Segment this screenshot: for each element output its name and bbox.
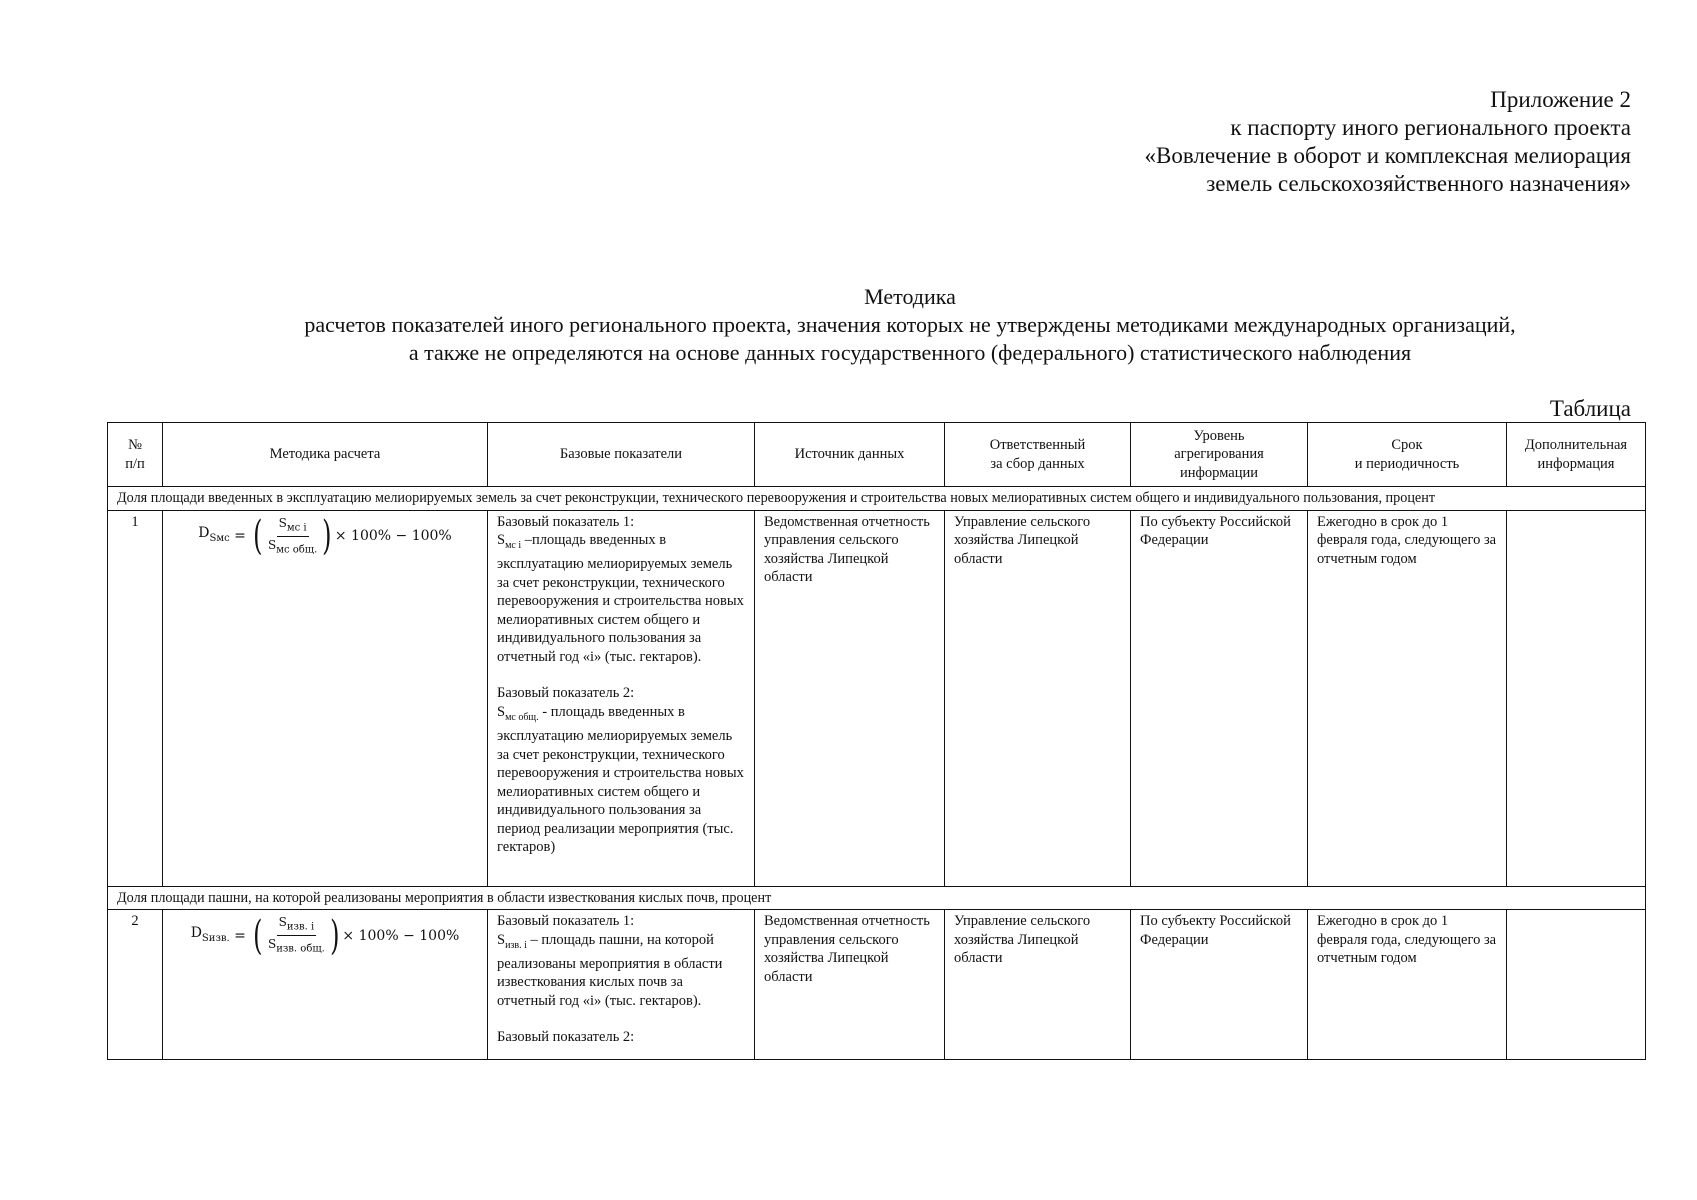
base2-description: $S_{мс общ.}$ - площадь введенных в эксплуатацию мелиорируемых земель за счет реконструкции, технического перевооружения и строительства новых мелиоративных систем общего и индивидуального пользования за период реализации мероприятия (тыс. гектаров) [497, 703, 744, 856]
section-heading-row [108, 487, 1646, 511]
row-number: 2 [108, 910, 163, 1060]
formula-cell [163, 910, 488, 1060]
title-line: расчетов показателей иного регионального проекта, значения которых не утверждены методиками международных организаций, [304, 312, 1516, 337]
formula-tail: × 100% − 100% [334, 528, 452, 545]
term-cell: Ежегодно в срок до 1 февраля года, следующего за отчетным годом [1308, 510, 1507, 886]
appendix-line: земель сельскохозяйственного назначения» [1206, 171, 1631, 196]
section-heading-row [108, 886, 1646, 910]
level-cell: По субъекту Российской Федерации [1131, 510, 1308, 886]
formula-fraction: $\frac{S_{мс i}}{S_{мс общ.}}$ [267, 515, 318, 556]
extra-cell [1507, 910, 1646, 1060]
formula: $D_{Sмс}$ = ( $\frac{S_{мс i}}{S_{мс общ.}}$ ) × 100% − 100% [198, 513, 452, 560]
section-heading: Доля площади пашни, на которой реализованы мероприятия в области известкования кислых почв, процент [108, 886, 1646, 910]
formula-lhs: $D_{Sизв.}$ [190, 924, 230, 944]
title-line: Методика [864, 284, 956, 309]
responsible-cell: Управление сельского хозяйства Липецкой области [945, 510, 1131, 886]
methodology-table [107, 422, 1646, 1060]
table-caption: Таблица [1549, 396, 1631, 421]
header-responsible: Ответственный за сбор данных [945, 423, 1131, 487]
header-method: Методика расчета [163, 423, 488, 487]
table-row [108, 910, 1646, 1060]
base1-title: Базовый показатель 1: [497, 913, 635, 929]
appendix-line: «Вовлечение в оборот и комплексная мелиорация [1144, 143, 1631, 168]
appendix-line: к паспорту иного регионального проекта [1230, 115, 1631, 140]
header-source: Источник данных [755, 423, 945, 487]
appendix-header [1145, 86, 1631, 198]
base-indicators-cell [488, 910, 755, 1060]
term-cell: Ежегодно в срок до 1 февраля года, следующего за отчетным годом [1308, 910, 1507, 1060]
base1-title: Базовый показатель 1: [497, 513, 635, 530]
formula-fraction: $\frac{S_{изв. i}}{S_{изв. общ.}}$ [267, 915, 325, 955]
base1-description: $S_{мс i}$ –площадь введенных в эксплуатацию мелиорируемых земель за счет реконструкции, технического перевооружения и строительства новых мелиоративных систем общего и индивидуального пользования за отчетный год «i» (тыс. гектаров). [497, 532, 744, 665]
source-cell: Ведомственная отчетность управления сельского хозяйства Липецкой области [755, 910, 945, 1060]
row-number: 1 [108, 510, 163, 886]
section-heading: Доля площади введенных в эксплуатацию мелиорируемых земель за счет реконструкции, технического перевооружения и строительства новых мелиоративных систем общего и индивидуального пользования, процент [108, 487, 1646, 511]
base2-title: Базовый показатель 2: [497, 1029, 635, 1046]
formula-tail: × 100% − 100% [342, 927, 460, 944]
level-cell: По субъекту Российской Федерации [1131, 910, 1308, 1060]
base2-title: Базовый показатель 2: [497, 685, 635, 702]
header-term: Срок и периодичность [1308, 423, 1507, 487]
source-cell: Ведомственная отчетность управления сельского хозяйства Липецкой области [755, 510, 945, 886]
base-indicators-cell [488, 510, 755, 886]
header-num: № п/п [108, 423, 163, 487]
table-row [108, 510, 1646, 886]
header-row [108, 423, 1646, 487]
header-level: Уровень агрегирования информации [1131, 423, 1308, 487]
header-extra: Дополнительная информация [1507, 423, 1646, 487]
base1-description: $S_{изв. i}$ – площадь пашни, на которой реализованы мероприятия в области известкования кислых почв за отчетный год «i» (тыс. гектаров). [497, 931, 723, 1009]
extra-cell [1507, 510, 1646, 886]
formula-cell [163, 510, 488, 886]
header-base: Базовые показатели [488, 423, 755, 487]
formula: $D_{Sизв.}$ = ( $\frac{S_{изв. i}}{S_{изв. общ.}}$ ) × 100% − 100% [190, 912, 460, 959]
title-line: а также не определяются на основе данных государственного (федерального) статистического наблюдения [408, 340, 1412, 365]
formula-lhs: $D_{Sмс}$ [198, 525, 230, 545]
responsible-cell: Управление сельского хозяйства Липецкой области [945, 910, 1131, 1060]
appendix-line: Приложение 2 [1490, 87, 1631, 112]
document-title [0, 283, 1697, 367]
